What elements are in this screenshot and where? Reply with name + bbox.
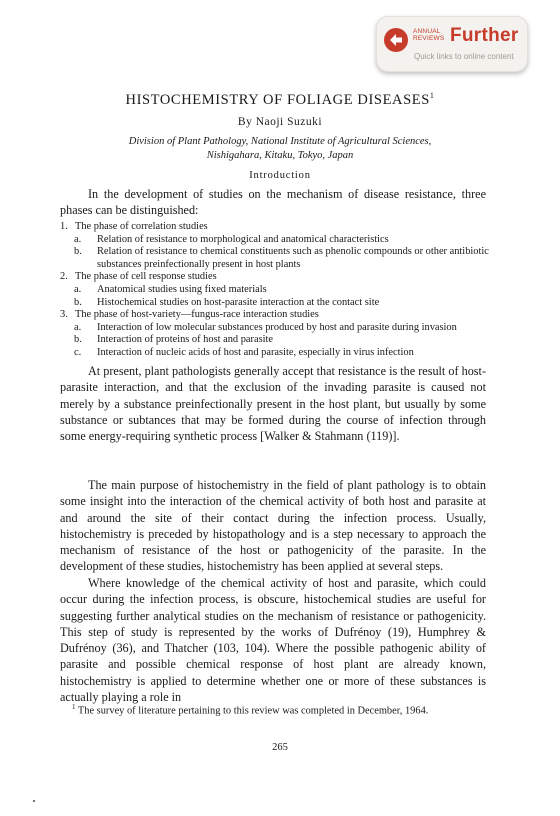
- body-paragraph-1: At present, plant pathologists generally accept that resistance is the result of host-parasite interaction, and that the exclusion of the invading parasite is caused not merely by a substance preinfectionally present in the host plant, but usually by some substance or subtances that may be formed during the course of infection through some energy-requiring synthetic process [Walker & Stahmann (119)].: [60, 364, 486, 444]
- outline-item: c. Interaction of nucleic acids of host and parasite, especially in virus infection: [74, 346, 414, 358]
- further-logo-icon: [384, 28, 408, 52]
- author-line: By Naoji Suzuki: [237, 116, 323, 128]
- affiliation-line-1: Division of Plant Pathology, National Institute of Agricultural Sciences,: [128, 136, 432, 147]
- footnote: $^1$ The survey of literature pertaining to this review was completed in December, 1964.: [72, 703, 429, 717]
- article-title: HISTOCHEMISTRY OF FOLIAGE DISEASES$^1$: [125, 91, 435, 108]
- outline-item: b. Relation of resistance to chemical constituents such as phenolic compounds or other antibiotic substances preinfectionally present in host plants: [74, 246, 489, 270]
- annual-reviews-further-badge[interactable]: [376, 16, 528, 72]
- annual-reviews-label: ANNUAL REVIEWS: [413, 28, 445, 42]
- outline-item: 2. The phase of cell response studies: [60, 271, 217, 283]
- intro-paragraph: In the development of studies on the mechanism of disease resistance, three phases can be distinguished:: [60, 187, 486, 218]
- quick-links-label: Quick links to online content: [414, 52, 514, 61]
- affiliation-line-2: Nishigahara, Kitaku, Tokyo, Japan: [206, 150, 354, 161]
- outline-item: b. Interaction of proteins of host and parasite: [74, 334, 274, 346]
- outline-item: a. Anatomical studies using fixed materials: [74, 283, 267, 295]
- scan-speck: [33, 800, 35, 802]
- title-footnote-mark: 1: [429, 91, 435, 100]
- footnote-mark: 1: [72, 703, 76, 711]
- phase-outline: [60, 221, 514, 360]
- outline-item: 1. The phase of correlation studies: [60, 221, 208, 232]
- outline-item: a. Interaction of low molecular substances produced by host and parasite during invasion: [74, 321, 457, 333]
- body-paragraph-2: The main purpose of histochemistry in the field of plant pathology is to obtain some insight into the interaction of the chemical activity of both host and parasite at and around the site of their contact during the infection process. Usually, histochemistry is preceded by histopathology and is a step necessary to approach the mechanism of resistance of the host or pathogenicity of the parasite. In the development of these studies, histochemistry has been applied at several steps.: [60, 478, 486, 574]
- body-paragraph-3: Where knowledge of the chemical activity of host and parasite, which could occur during the infection process, is obscure, histochemical studies are useful for suggesting further analytical studies on the mechanism of resistance or pathogenicity. This step of study is represented by the works of Dufrénoy (19), Humphrey & Dufrénoy (36), and Thatcher (103, 104). Where the possible pathogenic ability of parasite and possible chemical response of host plant are already known, histochemistry is applied to determine whether one or more of these substances is actually playing a role in: [60, 576, 486, 705]
- page-number: 265: [272, 742, 288, 753]
- further-label: Further: [450, 25, 519, 46]
- section-heading: Introduction: [249, 170, 311, 181]
- outline-item: 3. The phase of host-variety—fungus-race interaction studies: [60, 309, 319, 321]
- outline-item: b. Histochemical studies on host-parasite interaction at the contact site: [74, 296, 380, 308]
- outline-item: a. Relation of resistance to morphological and anatomical characteristics: [74, 233, 389, 245]
